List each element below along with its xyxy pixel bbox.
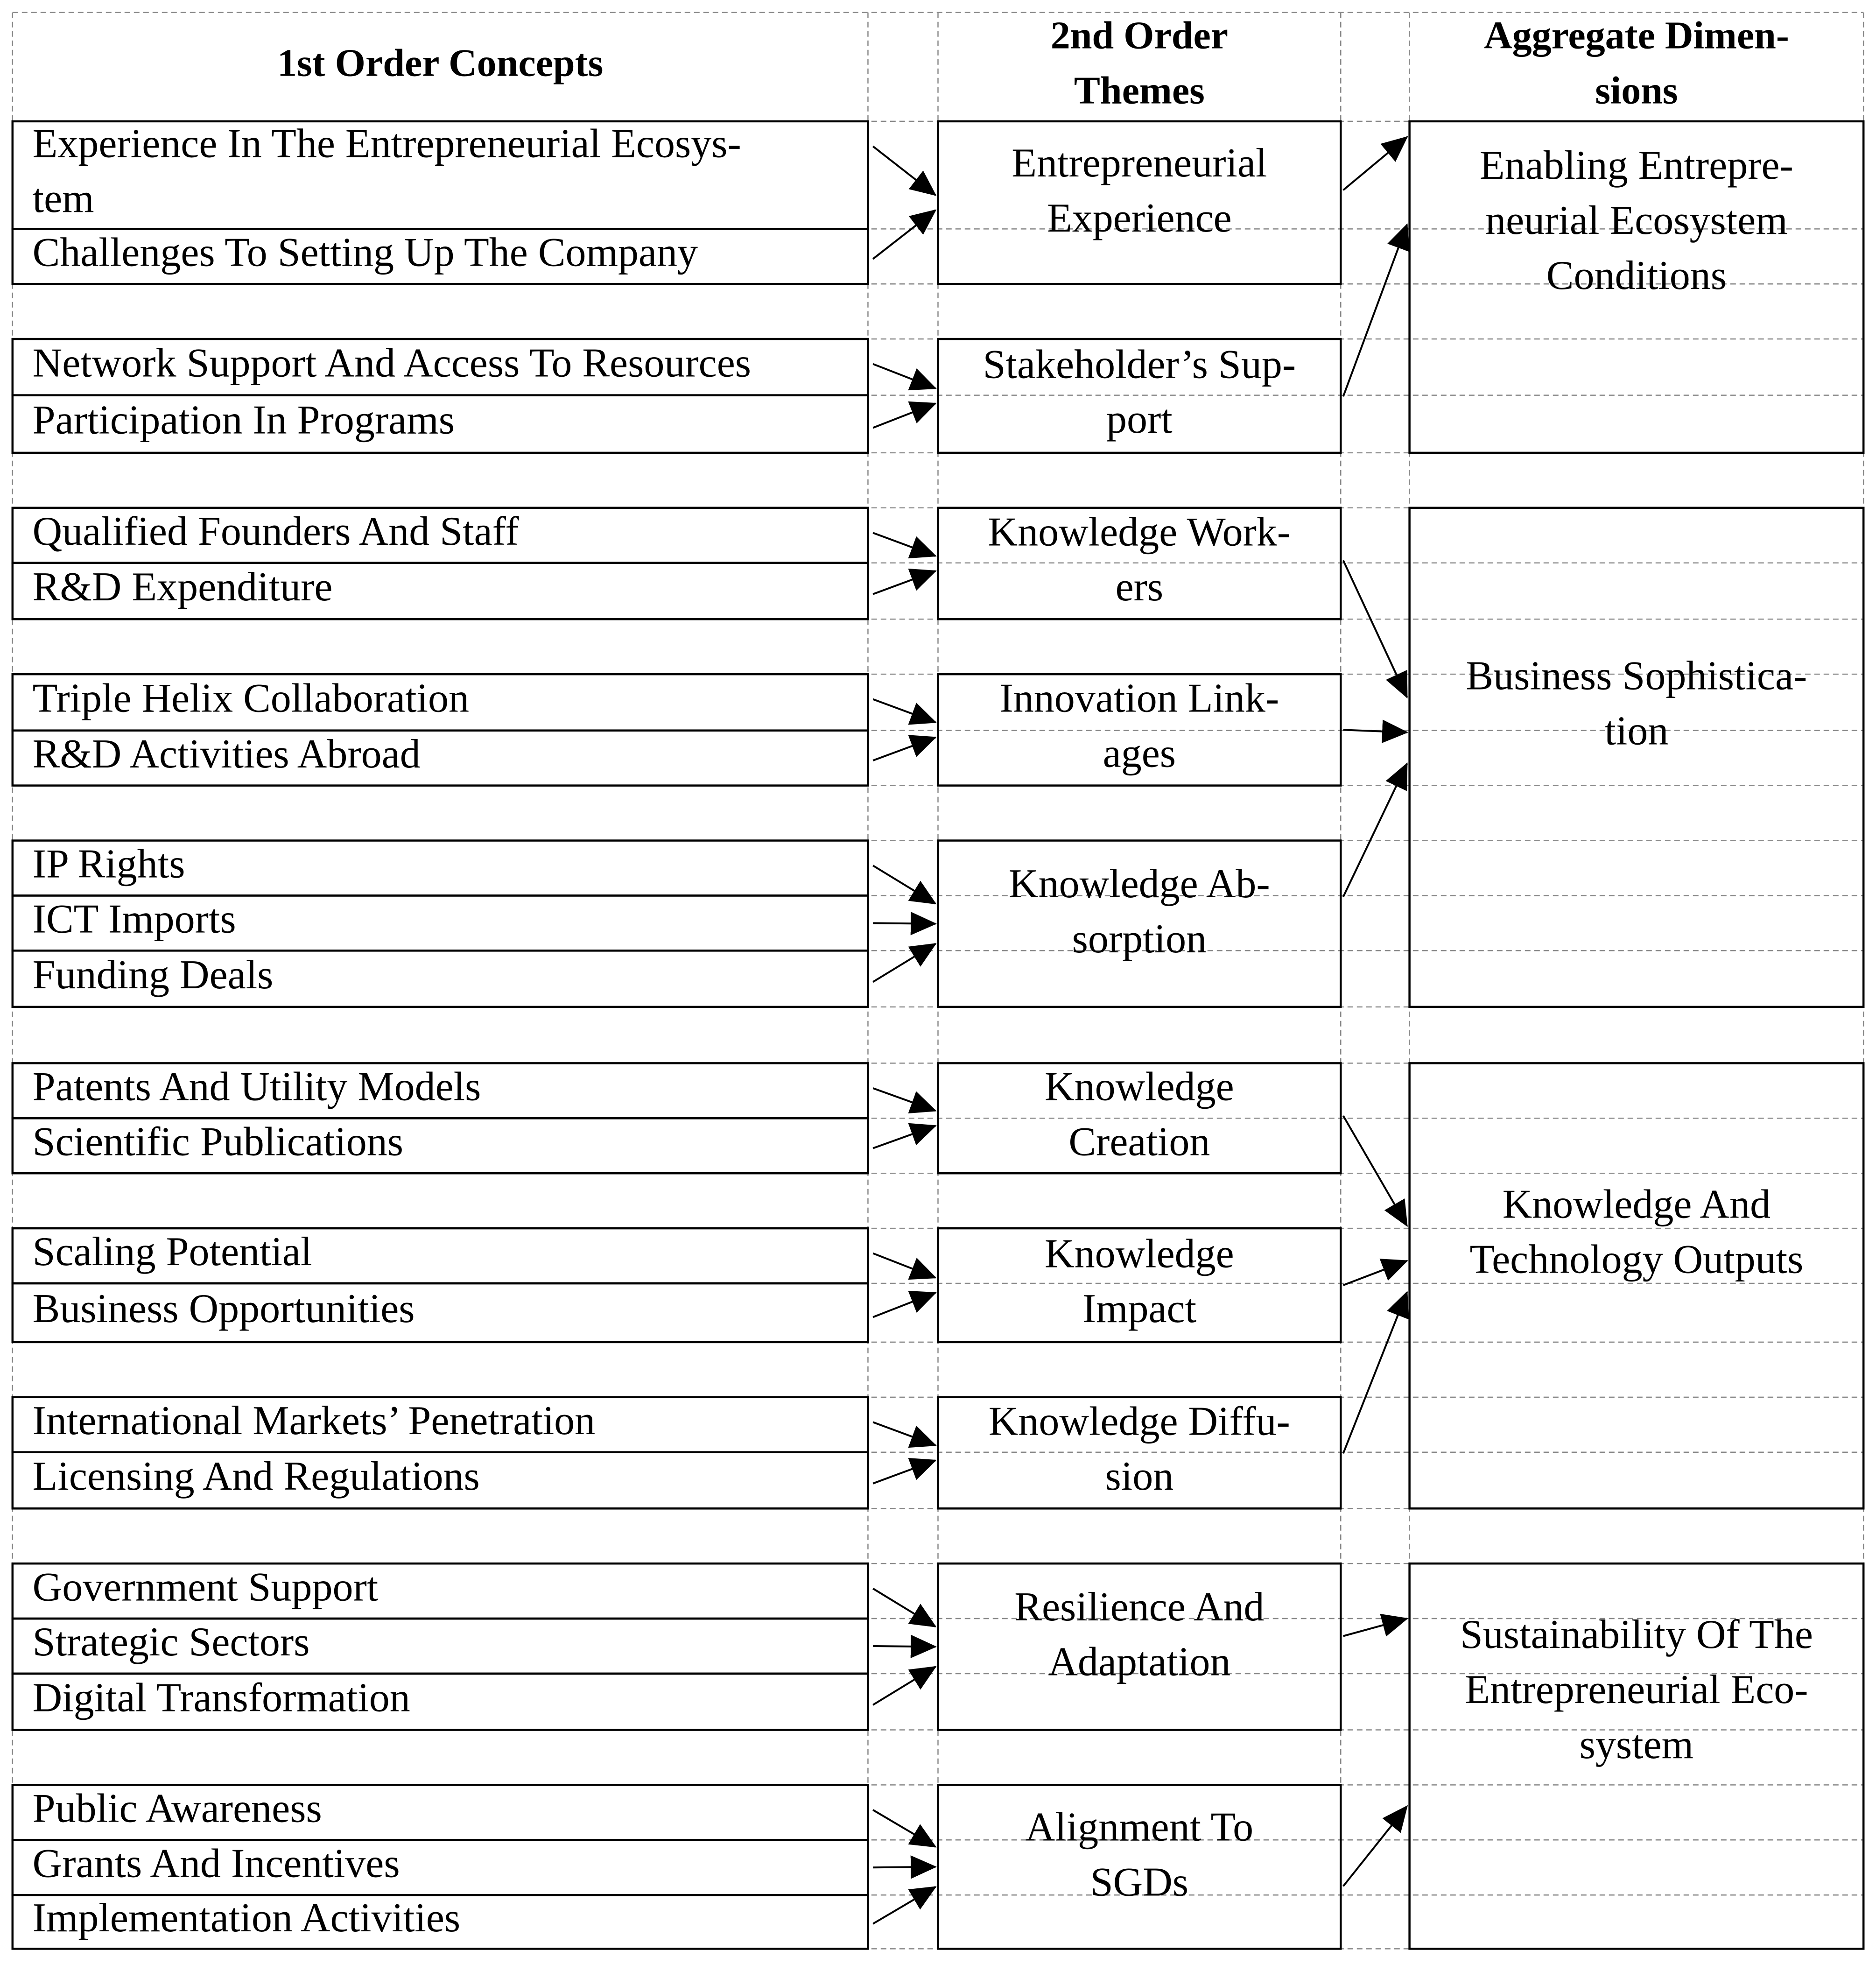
dimension-label: Sustainability Of The — [1460, 1612, 1813, 1658]
connector-arrow — [1343, 1261, 1407, 1285]
dimension-label: neurial Ecosystem — [1485, 198, 1788, 244]
diagram-text — [33, 14, 1813, 1941]
theme-label: ers — [1115, 564, 1164, 610]
theme-label: Resilience And — [1014, 1584, 1265, 1630]
dimension-label: Enabling Entrepre- — [1479, 143, 1793, 189]
dimension-box — [1410, 1063, 1864, 1508]
theme-label: Stakeholder’s Sup- — [983, 342, 1296, 387]
concept-label: Public Awareness — [32, 1786, 322, 1831]
concept-label: Government Support — [32, 1564, 379, 1610]
connector-arrow — [1343, 1806, 1407, 1886]
connector-arrow — [873, 1088, 935, 1111]
theme-label: sion — [1105, 1454, 1174, 1499]
theme-label: Knowledge — [1045, 1064, 1234, 1110]
concept-label: Licensing And Regulations — [32, 1454, 480, 1499]
theme-label: Knowledge Diffu- — [988, 1399, 1290, 1444]
header-aggregate-dimensions: Aggregate Dimen- — [1483, 14, 1789, 57]
connector-arrow — [873, 699, 935, 723]
connector-arrow — [873, 1589, 935, 1627]
connector-arrow — [873, 571, 935, 594]
concept-label: IP Rights — [32, 841, 185, 887]
theme-label: Impact — [1082, 1286, 1197, 1332]
connector-arrow — [873, 1126, 935, 1148]
connector-arrow — [1343, 1116, 1407, 1226]
concept-label: Strategic Sectors — [32, 1619, 310, 1665]
concept-label: Digital Transformation — [32, 1675, 410, 1721]
theme-label: Experience — [1047, 195, 1232, 241]
concept-label: Funding Deals — [32, 952, 274, 998]
theme-label: Adaptation — [1048, 1639, 1231, 1685]
connector-arrow — [1343, 1619, 1407, 1636]
concept-label: Business Opportunities — [32, 1286, 415, 1332]
dimension-label: Knowledge And — [1502, 1182, 1771, 1227]
connector-arrow — [873, 1460, 935, 1484]
header-second-order-themes: 2nd Order — [1050, 14, 1229, 57]
connector-arrow — [873, 866, 935, 904]
theme-label: SGDs — [1090, 1859, 1189, 1905]
header-aggregate-dimensions: sions — [1595, 69, 1678, 113]
dimension-label: Business Sophistica- — [1466, 653, 1807, 699]
connector-arrow — [873, 1253, 935, 1278]
connector-arrow — [873, 403, 935, 428]
connector-arrow — [1343, 560, 1407, 697]
theme-label: Knowledge Ab- — [1009, 861, 1270, 907]
connector-arrow — [873, 533, 935, 556]
theme-label: Creation — [1068, 1119, 1210, 1165]
concept-label: Network Support And Access To Resources — [32, 340, 752, 386]
connector-arrow — [873, 1422, 935, 1445]
dimension-label: Entrepreneurial Eco- — [1465, 1667, 1808, 1713]
connector-arrow — [873, 1293, 935, 1317]
concept-label: R&D Activities Abroad — [32, 731, 421, 777]
concept-label: Participation In Programs — [32, 397, 455, 443]
connector-arrow — [873, 737, 935, 760]
concept-label: Qualified Founders And Staff — [32, 508, 519, 554]
connector-arrow — [873, 1810, 935, 1847]
concept-label: Scientific Publications — [32, 1119, 403, 1165]
connector-arrow — [873, 146, 935, 195]
connector-arrow — [1343, 764, 1407, 897]
dimension-label: tion — [1604, 708, 1669, 754]
concept-label: Challenges To Setting Up The Company — [32, 230, 698, 275]
theme-label: Entrepreneurial — [1012, 140, 1267, 186]
connector-arrow — [873, 944, 935, 982]
concept-label: Experience In The Entrepreneurial Ecosys- — [32, 121, 741, 167]
concept-label: Triple Helix Collaboration — [32, 676, 470, 721]
connector-arrow — [873, 1646, 935, 1647]
connector-arrow — [1343, 1292, 1407, 1454]
theme-label: Knowledge — [1045, 1231, 1234, 1277]
connector-arrow — [873, 1887, 935, 1924]
concept-label: Implementation Activities — [32, 1895, 461, 1941]
concept-label: R&D Expenditure — [32, 564, 333, 610]
theme-label: Innovation Link- — [999, 676, 1279, 721]
header-second-order-themes: Themes — [1074, 69, 1205, 113]
dimension-label: Technology Outputs — [1469, 1237, 1804, 1282]
concept-label: Grants And Incentives — [32, 1841, 400, 1887]
theme-label: port — [1106, 397, 1173, 443]
connector-arrow — [873, 364, 935, 388]
concept-label: International Markets’ Penetration — [32, 1398, 596, 1443]
concept-label: Scaling Potential — [32, 1229, 312, 1275]
concept-label: tem — [32, 176, 94, 222]
theme-label: Knowledge Work- — [988, 509, 1291, 555]
dimension-label: system — [1579, 1722, 1694, 1767]
concept-label: Patents And Utility Models — [32, 1064, 481, 1110]
header-first-order-concepts: 1st Order Concepts — [277, 41, 604, 85]
concept-label: ICT Imports — [32, 896, 236, 942]
dimension-box — [1410, 508, 1864, 1007]
theme-label: Alignment To — [1025, 1804, 1254, 1850]
connector-arrow — [873, 1667, 935, 1705]
theme-label: sorption — [1072, 916, 1207, 962]
theme-label: ages — [1103, 731, 1176, 776]
dimension-label: Conditions — [1546, 253, 1727, 299]
connector-arrow — [873, 210, 935, 259]
connector-arrow — [1343, 137, 1407, 190]
connector-arrow — [1343, 225, 1407, 396]
